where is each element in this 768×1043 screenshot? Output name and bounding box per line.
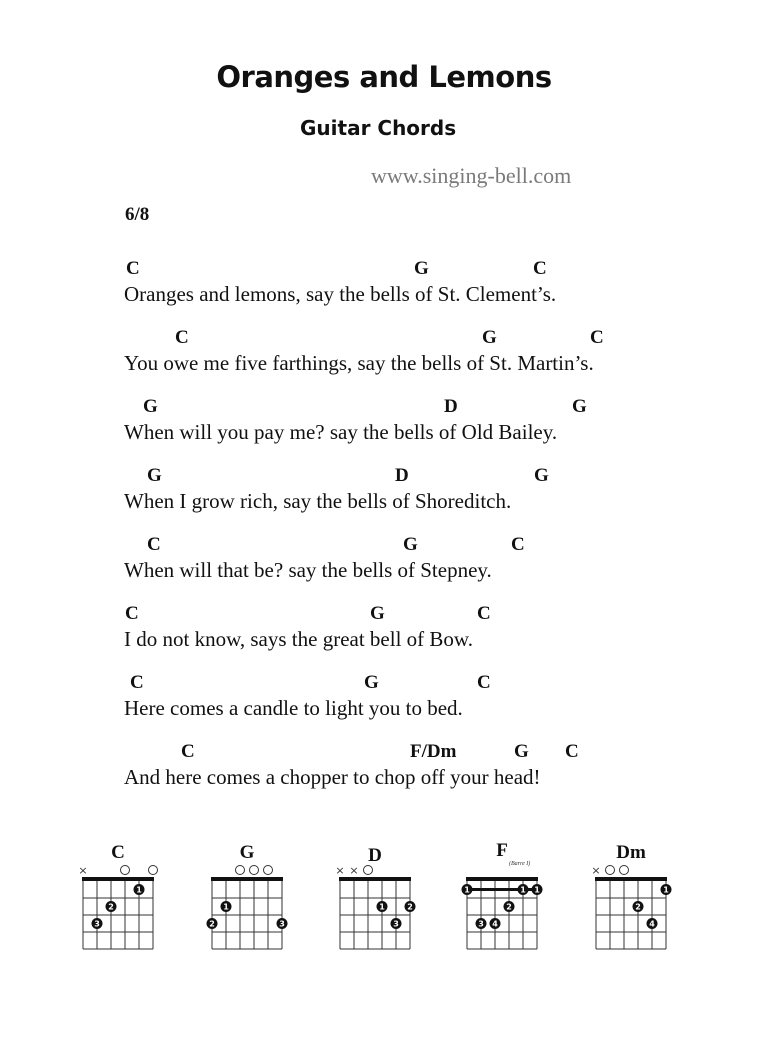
verse-line — [0, 672, 768, 720]
finger-dot — [647, 918, 658, 929]
chord-line — [0, 534, 768, 558]
svg-text:2: 2 — [209, 919, 215, 929]
verse-line — [0, 258, 768, 306]
finger-dot — [633, 901, 644, 912]
verse-line — [0, 327, 768, 375]
chord-diagram-note: (Barre I) — [509, 861, 531, 867]
lyric-text: When will that be? say the bells of Stepney. — [124, 558, 492, 582]
verse-line — [0, 603, 768, 651]
chord-symbol: C — [181, 741, 195, 762]
chord-symbol: C — [147, 534, 161, 555]
svg-text:2: 2 — [635, 902, 641, 912]
chord-symbol: G — [534, 465, 549, 486]
svg-text:1: 1 — [663, 885, 669, 895]
finger-dot — [405, 901, 416, 912]
chord-symbol: C — [130, 672, 144, 693]
finger-dot — [476, 918, 487, 929]
svg-text:×: × — [591, 864, 601, 877]
lyric-text: When will you pay me? say the bells of Old Bailey. — [124, 420, 558, 444]
chord-diagram-name: F — [496, 840, 508, 861]
chord-diagram-dm — [591, 864, 669, 949]
finger-dot — [532, 884, 543, 895]
verse-line — [0, 465, 768, 513]
chord-line — [0, 258, 768, 282]
chord-symbol: C — [565, 741, 579, 762]
finger-dot — [462, 884, 473, 895]
verse-line — [0, 741, 768, 789]
finger-dot — [106, 901, 117, 912]
lyric-text: And here comes a chopper to chop off your head! — [124, 765, 541, 789]
finger-dot — [92, 918, 103, 929]
chord-line — [0, 603, 768, 627]
finger-dot — [207, 918, 218, 929]
finger-dot — [504, 901, 515, 912]
chord-symbol: G — [364, 672, 379, 693]
chord-symbol: C — [126, 258, 140, 279]
chord-symbol: G — [514, 741, 529, 762]
lyric-text: Oranges and lemons, say the bells of St. Clement’s. — [124, 282, 557, 306]
chord-diagram-c — [78, 864, 153, 949]
chord-diagram-d — [335, 864, 413, 949]
chord-symbol: G — [482, 327, 497, 348]
chord-symbol: C — [533, 258, 547, 279]
finger-dot — [490, 918, 501, 929]
chord-symbol: D — [444, 396, 458, 417]
finger-dot — [518, 884, 529, 895]
chord-line — [0, 672, 768, 696]
svg-text:1: 1 — [520, 885, 526, 895]
chord-diagram-name: G — [239, 842, 255, 863]
svg-text:×: × — [78, 864, 88, 877]
chord-symbol: G — [572, 396, 587, 417]
chord-symbol: D — [395, 465, 409, 486]
svg-text:1: 1 — [379, 902, 385, 912]
chord-symbol: C — [511, 534, 525, 555]
svg-text:4: 4 — [649, 919, 655, 929]
chord-line — [0, 396, 768, 420]
finger-dot — [277, 918, 288, 929]
finger-dot — [661, 884, 672, 895]
svg-text:1: 1 — [534, 885, 540, 895]
svg-text:4: 4 — [492, 919, 498, 929]
chord-symbol: C — [175, 327, 189, 348]
chord-symbol: G — [147, 465, 162, 486]
svg-text:2: 2 — [506, 902, 512, 912]
chord-symbol: G — [143, 396, 158, 417]
chord-symbol: C — [477, 672, 491, 693]
chord-diagram-name: C — [111, 842, 125, 863]
chord-symbol: C — [590, 327, 604, 348]
finger-dot — [221, 901, 232, 912]
svg-text:3: 3 — [478, 919, 484, 929]
chord-symbol: F/Dm — [410, 741, 457, 762]
svg-text:3: 3 — [393, 919, 399, 929]
finger-dot — [391, 918, 402, 929]
svg-text:3: 3 — [94, 919, 100, 929]
website-link[interactable]: www.singing-bell.com — [371, 163, 572, 188]
finger-dot — [377, 901, 388, 912]
chord-symbol: C — [125, 603, 139, 624]
chord-line — [0, 741, 768, 765]
chord-line — [0, 327, 768, 351]
chord-diagram-name: Dm — [616, 842, 646, 863]
time-signature: 6/8 — [125, 204, 150, 225]
chord-symbol: G — [403, 534, 418, 555]
lyric-text: When I grow rich, say the bells of Shoreditch. — [124, 489, 512, 513]
lyric-text: I do not know, says the great bell of Bow. — [124, 627, 473, 651]
song-title: Oranges and Lemons — [216, 60, 552, 94]
chord-diagram-name: D — [368, 845, 382, 866]
chord-symbol: G — [414, 258, 429, 279]
finger-dot — [134, 884, 145, 895]
lyric-text: Here comes a candle to light you to bed. — [124, 696, 463, 720]
chord-symbol: C — [477, 603, 491, 624]
verse-line — [0, 534, 768, 582]
svg-text:1: 1 — [223, 902, 229, 912]
chord-diagram-g — [209, 877, 285, 949]
svg-text:×: × — [349, 864, 359, 877]
chord-line — [0, 465, 768, 489]
svg-text:2: 2 — [407, 902, 413, 912]
chord-symbol: G — [370, 603, 385, 624]
lyric-text: You owe me five farthings, say the bells of St. Martin’s. — [124, 351, 594, 375]
svg-text:×: × — [335, 864, 345, 877]
chord-diagram-f — [464, 877, 540, 949]
svg-text:1: 1 — [136, 885, 142, 895]
song-subtitle: Guitar Chords — [300, 116, 457, 140]
svg-text:1: 1 — [464, 885, 470, 895]
verse-line — [0, 396, 768, 444]
svg-text:3: 3 — [279, 919, 285, 929]
svg-text:2: 2 — [108, 902, 114, 912]
